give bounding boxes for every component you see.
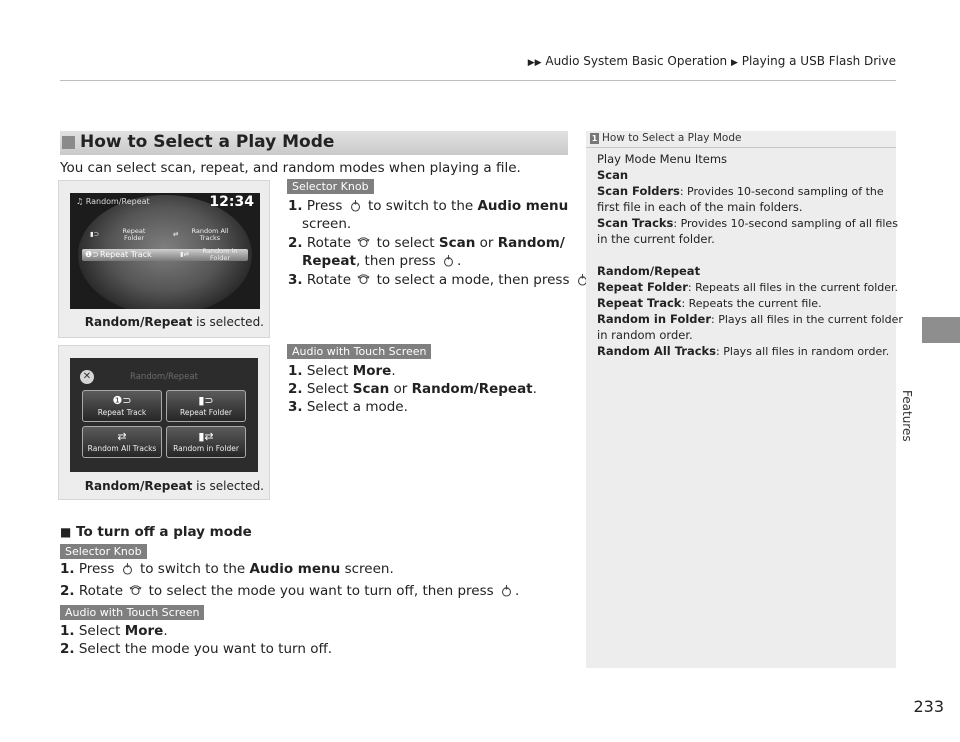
screen-title: Random/Repeat xyxy=(130,372,198,382)
screenshot-caption: Random/Repeat is selected. xyxy=(84,315,264,329)
option-repeat-folder: Repeat Folder xyxy=(122,227,146,242)
shuffle-folder-icon: ▮⇄ xyxy=(180,250,190,258)
turnoff-knob-step-1: 1. Press to switch to the Audio menu screen. xyxy=(60,561,394,577)
touch-screen-badge: Audio with Touch Screen xyxy=(60,605,204,620)
touch-step-3: 3. Select a mode. xyxy=(288,399,408,415)
note-title: How to Select a Play Mode xyxy=(602,132,742,144)
note-scan-tracks: Scan Tracks: Provides 10-second sampling of all files xyxy=(597,216,898,230)
press-knob-icon xyxy=(500,584,513,597)
page-number: 233 xyxy=(913,697,944,716)
repeat-folder-icon: ▮⊃ xyxy=(90,230,100,238)
note-random-folder: Random in Folder: Plays all files in the current folder xyxy=(597,312,903,326)
repeat-track-button: ❶⊃ Repeat Track xyxy=(82,390,162,422)
press-knob-icon xyxy=(121,562,134,575)
chapter-tab xyxy=(922,317,960,343)
intro-text: You can select scan, repeat, and random modes when playing a file. xyxy=(60,160,521,176)
note-scan-tracks-cont: in the current folder. xyxy=(597,232,715,246)
repeat-track-icon: ❶⊃ xyxy=(112,394,132,407)
section-title: How to Select a Play Mode xyxy=(80,132,335,152)
subsection-title: ■ To turn off a play mode xyxy=(60,524,252,540)
breadcrumb-arrow-icon: ▶▶ xyxy=(527,58,542,68)
selector-knob-badge: Selector Knob xyxy=(60,544,147,559)
knob-step-1-cont: screen. xyxy=(302,216,352,232)
screenshot-caption: Random/Repeat is selected. xyxy=(84,479,264,493)
note-scan-folders: Scan Folders: Provides 10-second sampling of the xyxy=(597,184,884,198)
touch-step-1: 1. Select More. xyxy=(288,363,396,379)
option-repeat-track: Repeat Track xyxy=(100,250,152,259)
note-random-repeat-label: Random/Repeat xyxy=(597,264,701,278)
note-random-all: Random All Tracks: Plays all files in random order. xyxy=(597,344,890,358)
section-heading xyxy=(60,131,568,155)
note-scan-label: Scan xyxy=(597,168,629,182)
turnoff-touch-step-1: 1. Select More. xyxy=(60,623,168,639)
note-header xyxy=(586,131,896,148)
subsection-square-icon: ■ xyxy=(60,525,72,539)
knob-step-2: 2. Rotate to select Scan or Random/ xyxy=(288,235,565,251)
knob-step-2-cont: Repeat, then press . xyxy=(302,253,462,269)
note-repeat-folder: Repeat Folder: Repeats all files in the current folder. xyxy=(597,280,899,294)
press-knob-icon xyxy=(349,199,362,212)
note-random-folder-cont: in random order. xyxy=(597,328,693,342)
repeat-folder-button: ▮⊃ Repeat Folder xyxy=(166,390,246,422)
knob-step-3: 3. Rotate to select a mode, then press xyxy=(288,272,595,288)
breadcrumb-item: Playing a USB Flash Drive xyxy=(741,54,896,68)
option-random-all: Random All Tracks xyxy=(191,227,229,242)
shuffle-icon: ⇄ xyxy=(173,230,179,238)
turnoff-touch-step-2: 2. Select the mode you want to turn off. xyxy=(60,641,333,657)
clock: 12:34 xyxy=(209,194,254,210)
option-random-folder: Random in Folder xyxy=(202,247,238,262)
turnoff-knob-step-2: 2. Rotate to select the mode you want to turn off, then press . xyxy=(60,583,520,599)
shuffle-folder-icon: ▮⇄ xyxy=(198,430,214,443)
note-marker-icon: 1 xyxy=(591,134,598,143)
repeat-folder-icon: ▮⊃ xyxy=(198,394,214,407)
repeat-track-icon: ❶⊃ xyxy=(85,250,99,259)
touch-screen-random-repeat xyxy=(70,358,258,472)
rotate-knob-icon xyxy=(129,584,142,597)
shuffle-icon: ⇄ xyxy=(117,430,127,443)
note-heading: Play Mode Menu Items xyxy=(597,152,728,166)
touch-step-2: 2. Select Scan or Random/Repeat. xyxy=(288,381,537,397)
breadcrumb-arrow-icon: ▶ xyxy=(730,58,738,68)
screen-title: ♫ Random/Repeat xyxy=(76,197,150,206)
audio-screen-random-repeat xyxy=(70,193,260,309)
rotate-knob-icon xyxy=(357,236,370,249)
knob-step-1: 1. Press to switch to the Audio menu xyxy=(288,198,569,214)
breadcrumb xyxy=(520,54,896,68)
rotate-knob-icon xyxy=(357,273,370,286)
header-divider xyxy=(60,80,896,81)
note-repeat-track: Repeat Track: Repeats the current file. xyxy=(597,296,822,310)
random-in-folder-button: ▮⇄ Random in Folder xyxy=(166,426,246,458)
breadcrumb-item: Audio System Basic Operation xyxy=(545,54,728,68)
chapter-label: Features xyxy=(900,390,914,442)
touch-screen-badge: Audio with Touch Screen xyxy=(287,344,431,359)
selector-knob-badge: Selector Knob xyxy=(287,179,374,194)
note-scan-folders-cont: first file in each of the main folders. xyxy=(597,200,803,214)
press-knob-icon xyxy=(442,254,455,267)
heading-square-icon xyxy=(62,136,75,149)
close-icon: ✕ xyxy=(80,370,94,384)
random-all-tracks-button: ⇄ Random All Tracks xyxy=(82,426,162,458)
